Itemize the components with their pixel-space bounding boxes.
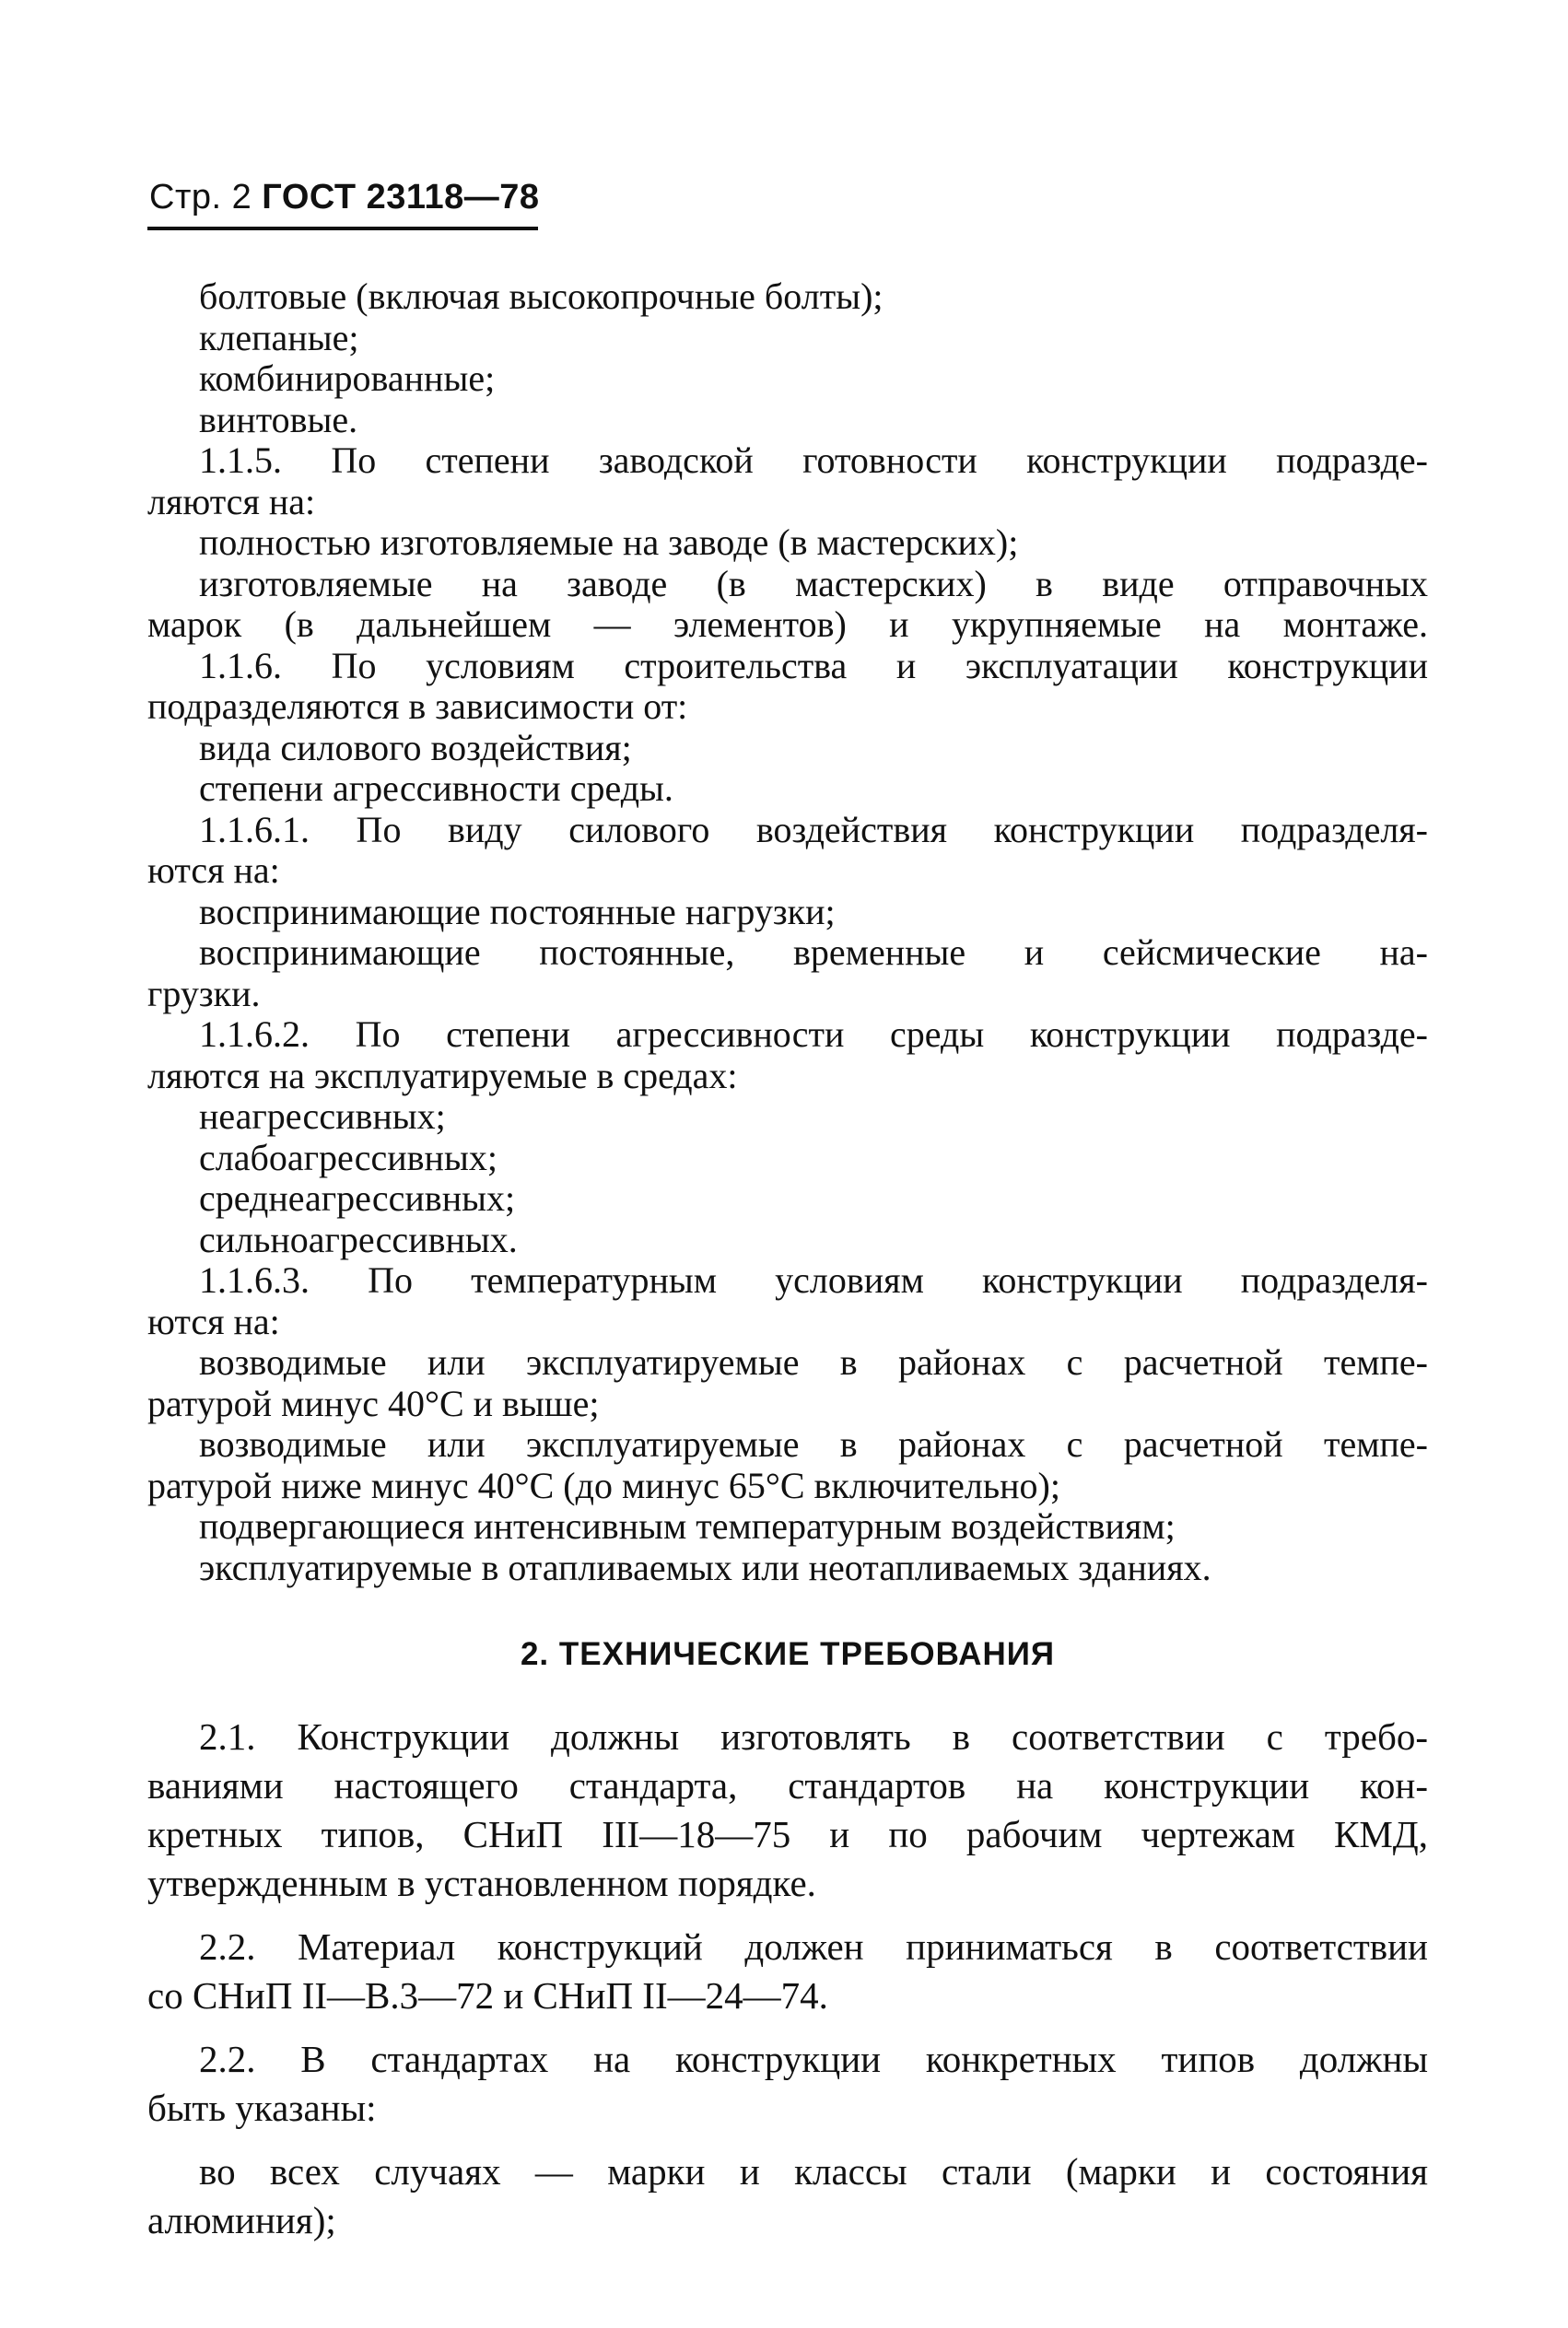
text-line: 1.1.5. По степени заводской готовности конструкции подразде- — [199, 439, 1428, 481]
text-line: степени агрессивности среды. — [199, 767, 673, 809]
text-line: полностью изготовляемые на заводе (в мастерских); — [199, 521, 1019, 563]
section-heading: 2. ТЕХНИЧЕСКИЕ ТРЕБОВАНИЯ — [520, 1636, 1056, 1672]
text-line: комбинированные; — [199, 357, 496, 399]
text-line: эксплуатируемые в отапливаемых или неотапливаемых зданиях. — [199, 1546, 1211, 1588]
text-line: 2.2. Материал конструкций должен приниматься в соответствии — [199, 1924, 1428, 1968]
text-line: со СНиП II—В.3—72 и СНиП II—24—74. — [147, 1973, 828, 2017]
text-line: неагрессивных; — [199, 1095, 446, 1137]
text-line: ются на: — [147, 1300, 280, 1342]
text-line: подразделяются в зависимости от: — [147, 685, 688, 727]
document-body — [147, 276, 1428, 2245]
text-line: марок (в дальнейшем — элементов) и укрупняемые на монтаже. — [147, 603, 1428, 645]
text-line: 1.1.6.1. По виду силового воздействия конструкции подразделя- — [199, 808, 1428, 850]
text-line: кретных типов, СНиП III—18—75 и по рабочим чертежам КМД, — [147, 1812, 1428, 1855]
text-line: подвергающиеся интенсивным температурным воздействиям; — [199, 1505, 1176, 1547]
text-line: 1.1.6.3. По температурным условиям конструкции подразделя- — [199, 1259, 1428, 1301]
text-line: изготовляемые на заводе (в мастерских) в виде отправочных — [199, 562, 1428, 604]
text-line: ляются на: — [147, 480, 316, 522]
text-line: 2.2. В стандартах на конструкции конкретных типов должны — [199, 2037, 1428, 2080]
text-line: возводимые или эксплуатируемые в районах с расчетной темпе- — [199, 1423, 1428, 1465]
page-number: Стр. 2 — [149, 178, 252, 216]
text-line: ваниями настоящего стандарта, стандартов на конструкции кон- — [147, 1763, 1428, 1807]
text-line: сильноагрессивных. — [199, 1218, 518, 1260]
text-line: быть указаны: — [147, 2086, 377, 2129]
text-line: ются на: — [147, 849, 280, 891]
text-line: 2.1. Конструкции должны изготовлять в соответствии с требо- — [199, 1714, 1428, 1758]
text-line: во всех случаях — марки и классы стали (марки и состояния — [199, 2149, 1428, 2193]
text-line: ратурой ниже минус 40°С (до минус 65°С включительно); — [147, 1464, 1060, 1506]
text-line: 1.1.6. По условиям строительства и эксплуатации конструкции — [199, 644, 1428, 686]
text-line: возводимые или эксплуатируемые в районах с расчетной темпе- — [199, 1341, 1428, 1383]
text-line: 1.1.6.2. По степени агрессивности среды конструкции подразде- — [199, 1013, 1428, 1055]
text-line: алюминия); — [147, 2198, 336, 2241]
text-line: среднеагрессивных; — [199, 1177, 516, 1219]
text-line: ратурой минус 40°С и выше; — [147, 1382, 600, 1424]
text-line: грузки. — [147, 972, 261, 1014]
text-line: ляются на эксплуатируемые в средах: — [147, 1054, 738, 1096]
section-2-body — [147, 1713, 1428, 2245]
page-header — [149, 175, 540, 219]
header-rule — [147, 227, 538, 230]
text-line: слабоагрессивных; — [199, 1136, 497, 1178]
standard-number: ГОСТ 23118—78 — [262, 178, 540, 216]
text-line: вида силового воздействия; — [199, 726, 632, 768]
text-line: воспринимающие постоянные нагрузки; — [199, 890, 836, 932]
text-line: клепаные; — [199, 316, 359, 358]
text-line: болтовые (включая высокопрочные болты); — [199, 275, 883, 317]
text-line: утвержденным в установленном порядке. — [147, 1861, 816, 1904]
text-line: винтовые. — [199, 398, 358, 440]
text-line: воспринимающие постоянные, временные и сейсмические на- — [199, 931, 1428, 973]
